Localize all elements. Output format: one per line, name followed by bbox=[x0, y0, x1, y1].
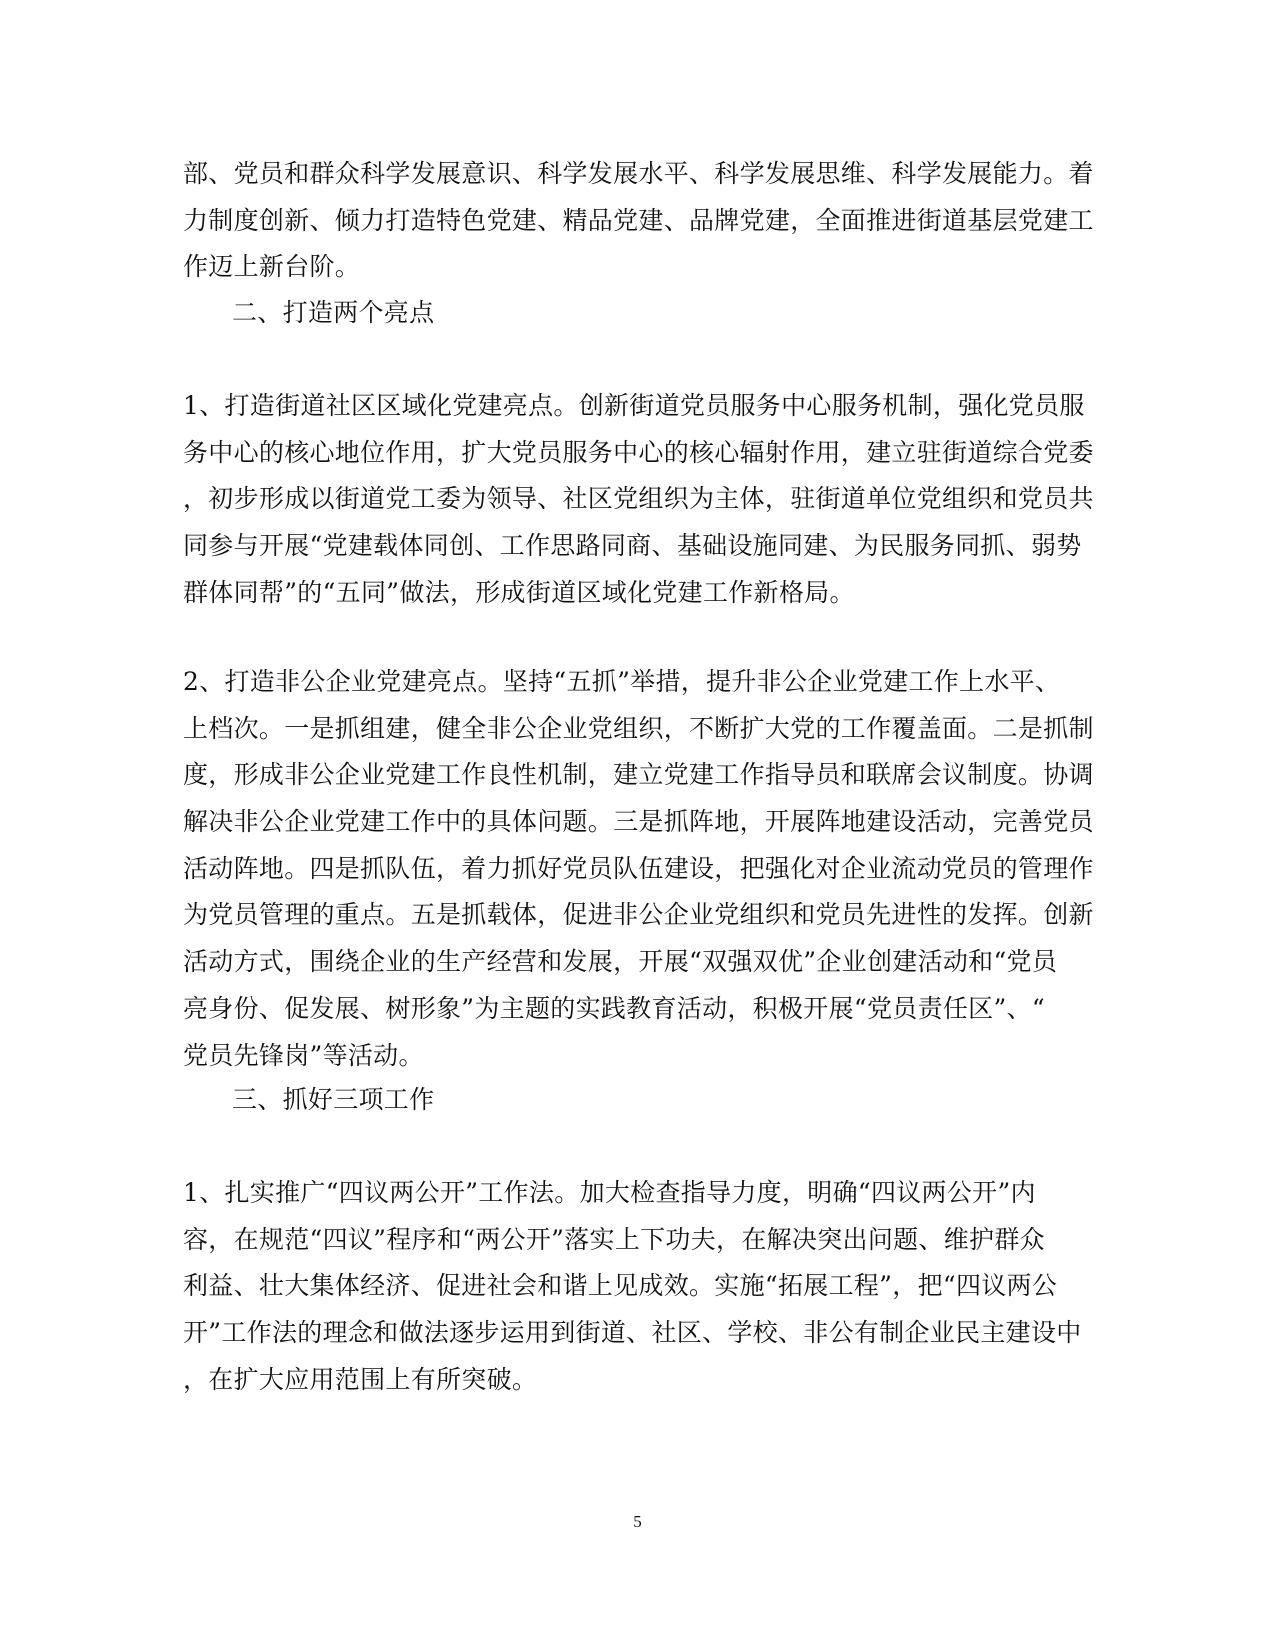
page-number: 5 bbox=[633, 1512, 642, 1531]
paragraph-item-2-1 bbox=[183, 383, 1094, 616]
paragraph-line: 活动阵地。四是抓队伍，着力抓好党员队伍建设，把强化对企业流动党员的管理作 bbox=[183, 853, 1094, 883]
paragraph-line: 亮身份、促发展、树形象”为主题的实践教育活动，积极开展“党员责任区”、“ bbox=[183, 993, 1045, 1023]
paragraph-line: ，在扩大应用范围上有所突破。 bbox=[183, 1364, 538, 1394]
paragraph-line: 1、打造街道社区区域化党建亮点。创新街道党员服务中心服务机制，强化党员服 bbox=[183, 391, 1085, 420]
section-heading-three: 三、抓好三项工作 bbox=[232, 1085, 435, 1114]
paragraph-line: 作迈上新台阶。 bbox=[183, 252, 361, 282]
intro-paragraph bbox=[183, 151, 1094, 291]
section-heading-two: 二、打造两个亮点 bbox=[232, 298, 435, 327]
paragraph-item-2-2 bbox=[183, 659, 1094, 1079]
paragraph-line: 务中心的核心地位作用，扩大党员服务中心的核心辐射作用，建立驻街道综合党委 bbox=[183, 437, 1094, 467]
paragraph-line: 力制度创新、倾力打造特色党建、精品党建、品牌党建，全面推进街道基层党建工 bbox=[183, 205, 1094, 235]
paragraph-line: 活动方式，围绕企业的生产经营和发展，开展“双强双优”企业创建活动和“党员 bbox=[183, 947, 1058, 977]
paragraph-line: 为党员管理的重点。五是抓载体，促进非公企业党组织和党员先进性的发挥。创新 bbox=[183, 900, 1094, 930]
paragraph-line: 2、打造非公企业党建亮点。坚持“五抓”举措，提升非公企业党建工作上水平、 bbox=[183, 667, 1061, 696]
paragraph-line: 同参与开展“党建载体同创、工作思路同商、基础设施同建、为民服务同抓、弱势 bbox=[183, 531, 1082, 561]
paragraph-line: ，初步形成以街道党工委为领导、社区党组织为主体，驻街道单位党组织和党员共 bbox=[183, 484, 1094, 514]
paragraph-item-3-1 bbox=[183, 1170, 1082, 1403]
paragraph-line: 部、党员和群众科学发展意识、科学发展水平、科学发展思维、科学发展能力。着 bbox=[183, 159, 1094, 188]
paragraph-line: 上档次。一是抓组建，健全非公企业党组织，不断扩大党的工作覆盖面。二是抓制 bbox=[183, 713, 1094, 743]
paragraph-line: 利益、壮大集体经济、促进社会和谐上见成效。实施“拓展工程”，把“四议两公 bbox=[183, 1271, 1058, 1301]
paragraph-line: 1、扎实推广“四议两公开”工作法。加大检查指导力度，明确“四议两公开”内 bbox=[183, 1178, 1036, 1207]
paragraph-line: 解决非公企业党建工作中的具体问题。三是抓阵地，开展阵地建设活动，完善党员 bbox=[183, 807, 1094, 837]
paragraph-line: 度，形成非公企业党建工作良性机制，建立党建工作指导员和联席会议制度。协调 bbox=[183, 760, 1094, 790]
paragraph-line: 开”工作法的理念和做法逐步运用到街道、社区、学校、非公有制企业民主建设中 bbox=[183, 1318, 1082, 1348]
paragraph-line: 容，在规范“四议”程序和“两公开”落实上下功夫，在解决突出问题、维护群众 bbox=[183, 1224, 1045, 1254]
paragraph-line: 群体同帮”的“五同”做法，形成街道区域化党建工作新格局。 bbox=[183, 577, 855, 607]
paragraph-line: 党员先锋岗”等活动。 bbox=[183, 1040, 424, 1070]
